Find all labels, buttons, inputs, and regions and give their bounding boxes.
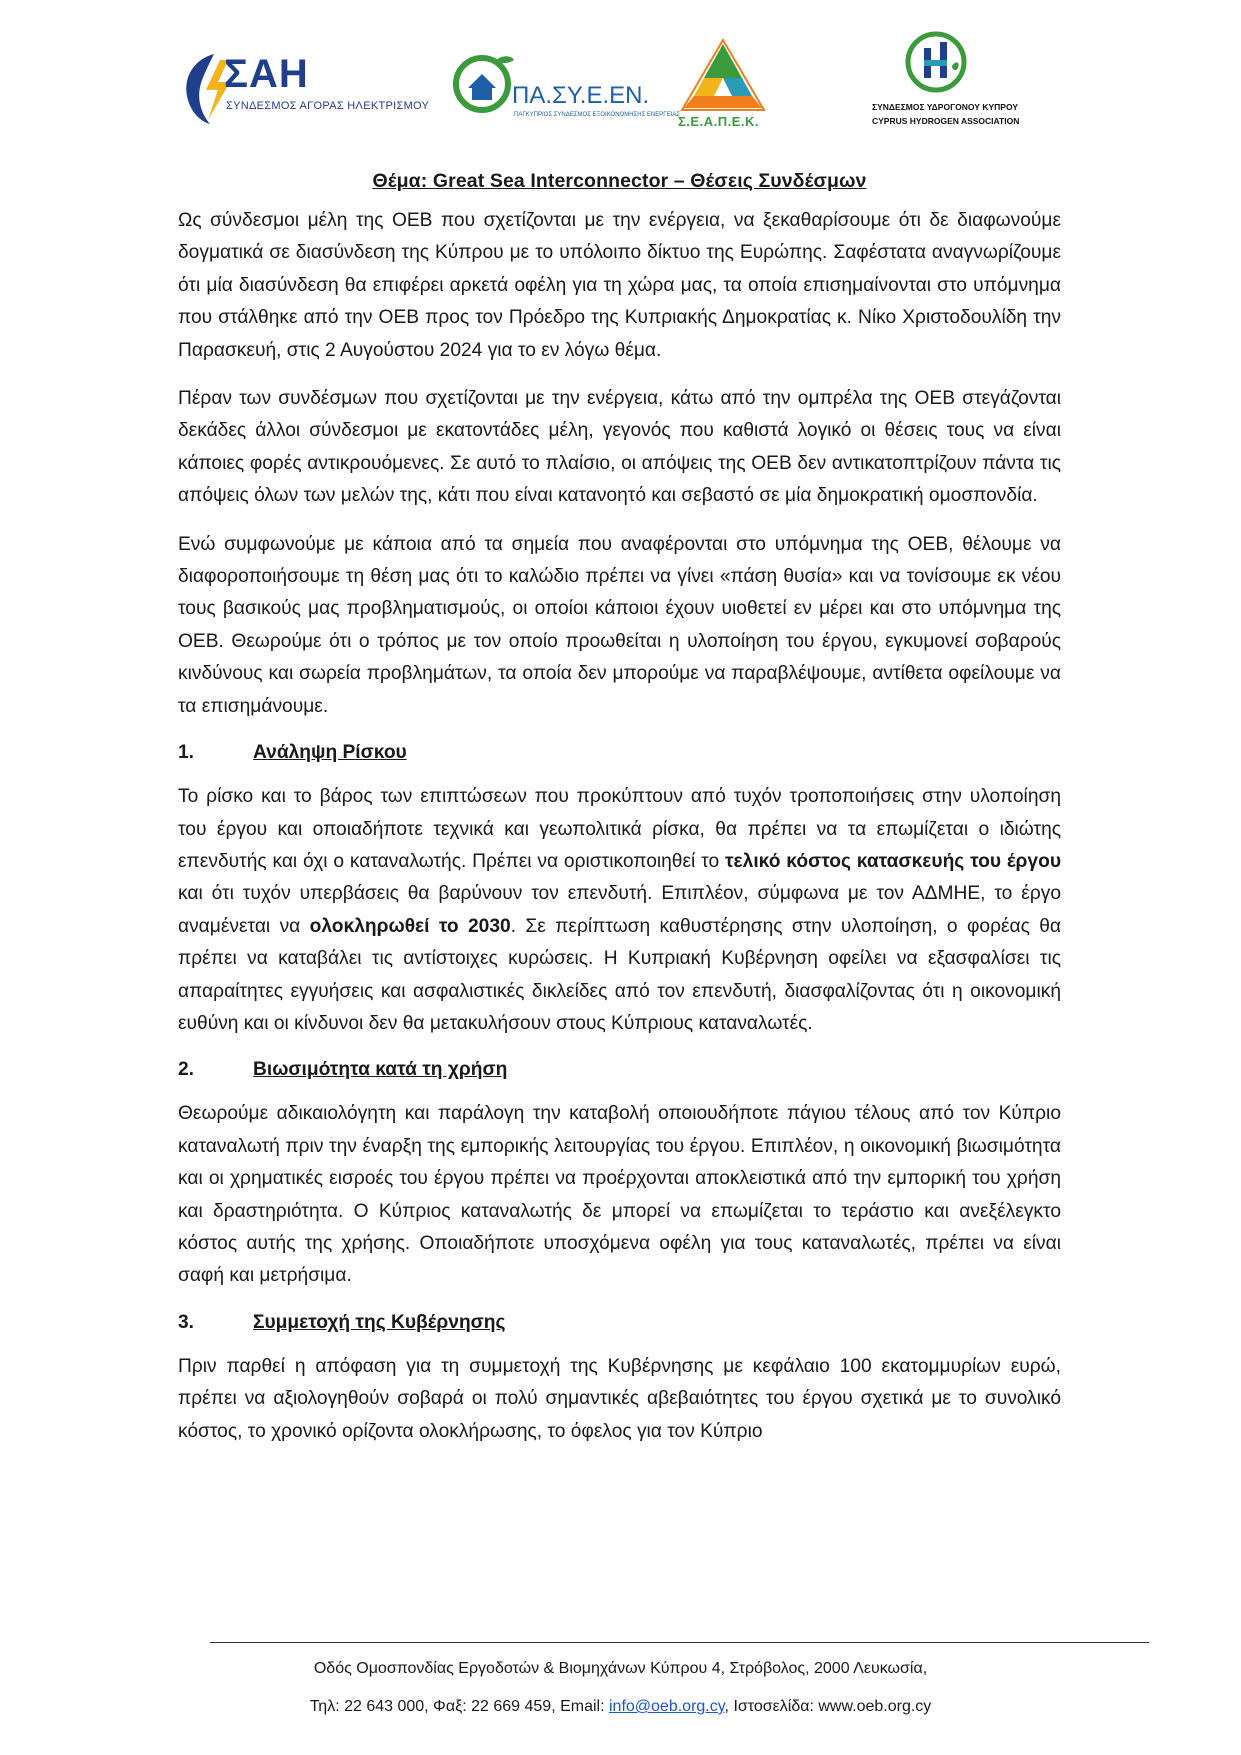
pasyeen-logo [452, 50, 680, 140]
pasyeen-subtitle: ΠΑΓΚΥΠΡΙΟΣ ΣΥΝΔΕΣΜΟΣ ΕΞΟΙΚΟΝΟΜΗΣΗΣ ΕΝΕΡΓΕΙΑΣ [514, 112, 680, 118]
footer-phone-fax: Τηλ: 22 643 000, Φαξ: 22 669 459, Email: [309, 1698, 609, 1715]
footer-contact [0, 1698, 1241, 1716]
hydrogen-emblem-icon [870, 30, 1060, 100]
green-house-icon [452, 50, 516, 114]
footer-divider [210, 1642, 1149, 1643]
hydrogen-logo [870, 30, 1060, 136]
document-body [178, 170, 1061, 1464]
section-1-bold-date: ολοκληρωθεί το 2030 [309, 915, 511, 937]
seapek-triangle-icon [678, 38, 768, 112]
section-1-paragraph [178, 781, 1061, 1040]
intro-paragraph-2: Πέραν των συνδέσμων που σχετίζονται με την ενέργεια, κάτω από την ομπρέλα της ΟΕΒ στεγάζονται δεκάδες άλλοι σύνδεσμοι με εκατοντάδες μέλη, γεγονός που καθιστά λογικό οι θέσεις τους να είναι κάποιες φορές αντικρουόμενες. Σε αυτό το πλαίσιο, οι απόψεις της ΟΕΒ δεν αντικατοπτρίζουν πάντα τις απόψεις όλων των μελών της, κάτι που είναι κατανοητό και σεβαστό σε μία δημοκρατική ομοσπονδία. [178, 388, 1061, 507]
section-1-text-c: . Σε περίπτωση καθυστέρησης στην υλοποίηση, ο φορέας θα πρέπει να καταβάλει τις αντίστοιχες κυρώσεις. Η Κυπριακή Κυβέρνηση οφείλει να εξασφαλίσει τις απαραίτητες εγγυήσεις και ασφαλιστικές δικλείδες από τον επενδυτή, διασφαλίζοντας ότι η οικονομική ευθύνη και οι κίνδυνοι δεν θα μετακυλήσουν στους Κύπριους καταναλωτές. [178, 915, 1062, 1034]
footer-email-link[interactable]: info@oeb.org.cy [608, 1698, 725, 1715]
subject-heading: Θέμα: Great Sea Interconnector – Θέσεις Συνδέσμων [372, 170, 867, 192]
section-1-bold-cost: τελικό κόστος κατασκευής του έργου [724, 850, 1061, 872]
pasyeen-mark: ΠΑ.ΣΥ.Ε.ΕΝ. [512, 82, 650, 109]
section-3-paragraph: Πριν παρθεί η απόφαση για τη συμμετοχή της Κυβέρνησης με κεφάλαιο 100 εκατομμυρίων ευρώ, πρέπει να αξιολογηθούν σοβαρά οι πολύ σημαντικές αβεβαιότητες του έργου σχετικά με το συνολικό κόστος, το χρονικό ορίζοντα ολοκλήρωσης, το όφελος για τον Κύπριο [178, 1355, 1061, 1442]
section-2-paragraph: Θεωρούμε αδικαιολόγητη και παράλογη την καταβολή οποιουδήποτε πάγιου τέλους από τον Κύπριο καταναλωτή πριν την έναρξη της εμπορικής λειτουργίας του έργου. Επιπλέον, η οικονομική βιωσιμότητα και οι χρηματικές εισροές του έργου πρέπει να προέρχονται αποκλειστικά από την εμπορική του χρήση και δραστηριότητα. Ο Κύπριος καταναλωτής δε μπορεί να επωμίζεται το τεράστιο και ανεξέλεγκτο κόστος αυτής της χρήσης. Οποιαδήποτε υποσχόμενα οφέλη για τους καταναλωτές, πρέπει να είναι σαφή και μετρήσιμα. [178, 1103, 1061, 1287]
logo-header [170, 28, 1050, 138]
footer-website: , Ιστοσελίδα: www.oeb.org.cy [724, 1698, 932, 1715]
sah-subtitle: ΣΥΝΔΕΣΜΟΣ ΑΓΟΡΑΣ ΗΛΕΚΤΡΙΣΜΟΥ [226, 100, 430, 112]
seapek-logo [678, 38, 788, 138]
section-title: Βιωσιμότητα κατά τη χρήση [253, 1059, 508, 1081]
section-title: Συμμετοχή της Κυβέρνησης [253, 1311, 506, 1333]
intro-paragraph-3: Ενώ συμφωνούμε με κάποια από τα σημεία που αναφέρονται στο υπόμνημα της ΟΕΒ, θέλουμε να διαφοροποιήσουμε τη θέση μας ότι το καλώδιο πρέπει να γίνει «πάση θυσία» και να τονίσουμε εκ νέου τους βασικούς μας προβληματισμούς, οι οποίοι κάποιοι έχουν υιοθετεί εν μέρει και στο υπόμνημα της ΟΕΒ. Θεωρούμε ότι ο τρόπος με τον οποίο προωθείται η υλοποίηση του έργου, εγκυμονεί σοβαρούς κινδύνους και σωρεία προβλημάτων, τα οποία δεν μπορούμε να παραβλέψουμε, αντίθετα οφείλουμε να τα επισημάνουμε. [178, 533, 1061, 717]
section-title: Ανάληψη Ρίσκου [253, 742, 407, 764]
seapek-mark: Σ.Ε.Α.Π.Ε.Κ. [678, 114, 759, 129]
sah-logo [180, 50, 430, 130]
section-number: 2. [178, 1059, 195, 1081]
hydrogen-line1: ΣΥΝΔΕΣΜΟΣ ΥΔΡΟΓΟΝΟΥ ΚΥΠΡΟΥ [872, 102, 1019, 112]
sah-mark: ΣΑΗ [224, 52, 309, 96]
section-1-text-b: και ότι τυχόν υπερβάσεις θα βαρύνουν τον επενδυτή. Επιπλέον, σύμφωνα με τον ΑΔΜΗΕ, το έργο αναμένεται να [178, 883, 1061, 937]
hydrogen-line2: CYPRUS HYDROGEN ASSOCIATION [872, 116, 1020, 126]
section-number: 1. [178, 742, 195, 764]
section-number: 3. [178, 1311, 195, 1333]
intro-paragraph-1: Ως σύνδεσμοι μέλη της ΟΕΒ που σχετίζονται με την ενέργεια, να ξεκαθαρίσουμε ότι δε διαφωνούμε δογματικά σε διασύνδεση της Κύπρου με το υπόλοιπο δίκτυο της Ευρώπης. Σαφέστατα αναγνωρίζουμε ότι μία διασύνδεση θα επιφέρει αρκετά οφέλη για τη χώρα μας, τα οποία επισημαίνονται στο υπόμνημα που στάλθηκε από την ΟΕΒ προς τον Πρόεδρο της Κυπριακής Δημοκρατίας κ. Νίκο Χριστοδουλίδη την Παρασκευή, στις 2 Αυγούστου 2024 για το εν λόγω θέμα. [178, 210, 1061, 361]
section-heading-1 [178, 739, 1061, 767]
section-heading-2 [178, 1056, 1061, 1084]
section-heading-3 [178, 1309, 1061, 1337]
footer-address: Οδός Ομοσπονδίας Εργοδοτών & Βιομηχάνων Κύπρου 4, Στρόβολος, 2000 Λευκωσία, [313, 1660, 928, 1677]
section-1-text-a: Το ρίσκο και το βάρος των επιπτώσεων που προκύπτουν από τυχόν τροποποιήσεις στην υλοποίηση του έργου και οποιαδήποτε τεχνικά και γεωπολιτικά ρίσκα, θα πρέπει να τα επωμίζεται ο ιδιώτης επενδυτής και όχι ο καταναλωτής. Πρέπει να οριστικοποιηθεί το [178, 786, 1061, 872]
